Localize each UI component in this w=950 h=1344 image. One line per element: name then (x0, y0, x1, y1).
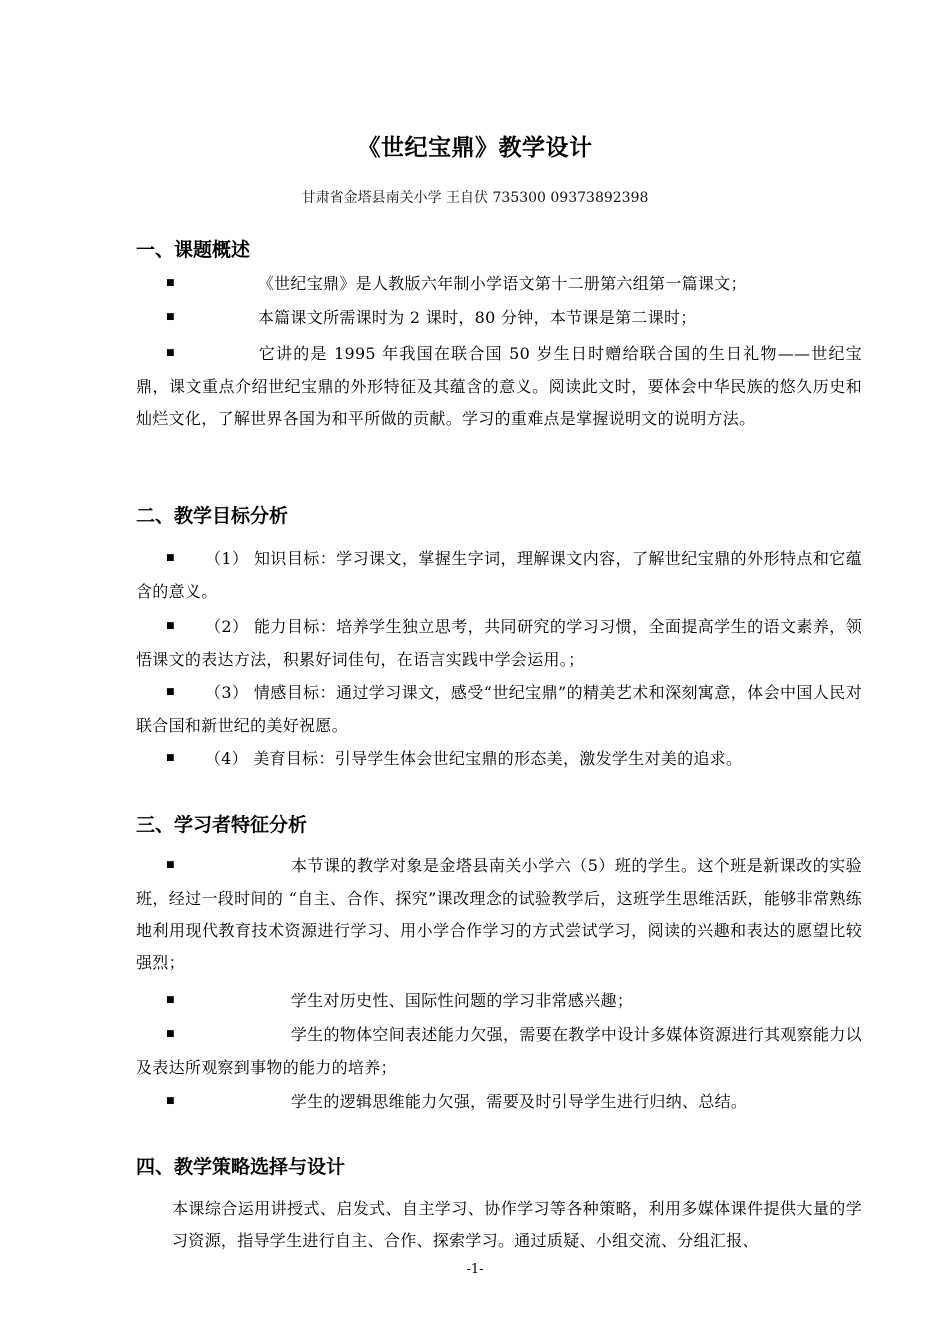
list-item: ■ 学生的物体空间表述能力欠强，需要在教学中设计多媒体资源进行其观察能力以及表达所观察到事物的能力的培养； (136, 1019, 862, 1084)
list-item: ■ 本篇课文所需课时为 2 课时，80 分钟，本节课是第二课时； (136, 302, 862, 335)
document-title: 《世纪宝鼎》教学设计 (357, 135, 593, 161)
bullet-icon: ■ (166, 311, 175, 322)
section-heading-strategy: 四、教学策略选择与设计 (136, 1156, 346, 1178)
bullet-icon: ■ (166, 994, 175, 1005)
bullet-icon: ■ (166, 752, 175, 763)
section-heading-objectives: 二、教学目标分析 (136, 505, 289, 527)
list-item: ■ 本节课的教学对象是金塔县南关小学六（5）班的学生。这个班是新课改的实验班，经过一段时间的 “自主、合作、探究”课改理念的试验教学后，这班学生思维活跃，能够非常熟练地利用现代教育技术资源进行学习、用小学合作学习的方式尝试学习，阅读的兴趣和表达的愿望比较强烈； (136, 850, 862, 979)
list-item: ■ 学生对历史性、国际性问题的学习非常感兴趣； (136, 985, 862, 1018)
bullet-icon: ■ (166, 552, 175, 563)
section-heading-overview: 一、课题概述 (136, 239, 251, 261)
bullet-icon: ■ (166, 347, 175, 358)
list-item: ■ （3） 情感目标：通过学习课文，感受“世纪宝鼎”的精美艺术和深刻寓意，体会中国人民对联合国和新世纪的美好祝愿。 (136, 677, 862, 742)
list-item: ■ 它讲的是 1995 年我国在联合国 50 岁生日时赠给联合国的生日礼物——世纪宝鼎，课文重点介绍世纪宝鼎的外形特征及其蕴含的意义。阅读此文时，要体会中华民族的悠久历史和灿烂文化，了解世界各国为和平所做的贡献。学习的重难点是掌握说明文的说明方法。 (136, 338, 862, 435)
list-item: ■ 学生的逻辑思维能力欠强，需要及时引导学生进行归纳、总结。 (136, 1086, 862, 1119)
list-item: ■ 《世纪宝鼎》是人教版六年制小学语文第十二册第六组第一篇课文； (136, 268, 862, 301)
author-line: 甘肃省金塔县南关小学 王自伏 735300 09373892398 (301, 190, 649, 206)
list-item: ■ （2） 能力目标：培养学生独立思考，共同研究的学习习惯，全面提高学生的语文素养，领悟课文的表达方法，积累好词佳句，在语言实践中学会运用。； (136, 611, 862, 676)
bullet-icon: ■ (166, 1095, 175, 1106)
bullet-icon: ■ (166, 686, 175, 697)
list-item: ■ （4） 美育目标：引导学生体会世纪宝鼎的形态美，激发学生对美的追求。 (136, 743, 862, 776)
bullet-icon: ■ (166, 277, 175, 288)
list-item: ■ （1） 知识目标：学习课文，掌握生字词，理解课文内容，了解世纪宝鼎的外形特点和它蕴含的意义。 (136, 543, 862, 608)
page-number: -1- (466, 1262, 484, 1277)
paragraph: 本课综合运用讲授式、启发式、自主学习、协作学习等各种策略，利用多媒体课件提供大量的学习资源，指导学生进行自主、合作、探索学习。通过质疑、小组交流、分组汇报、 (172, 1199, 862, 1250)
section-heading-learners: 三、学习者特征分析 (136, 814, 308, 836)
bullet-icon: ■ (166, 620, 175, 631)
bullet-icon: ■ (166, 859, 175, 870)
bullet-icon: ■ (166, 1028, 175, 1039)
